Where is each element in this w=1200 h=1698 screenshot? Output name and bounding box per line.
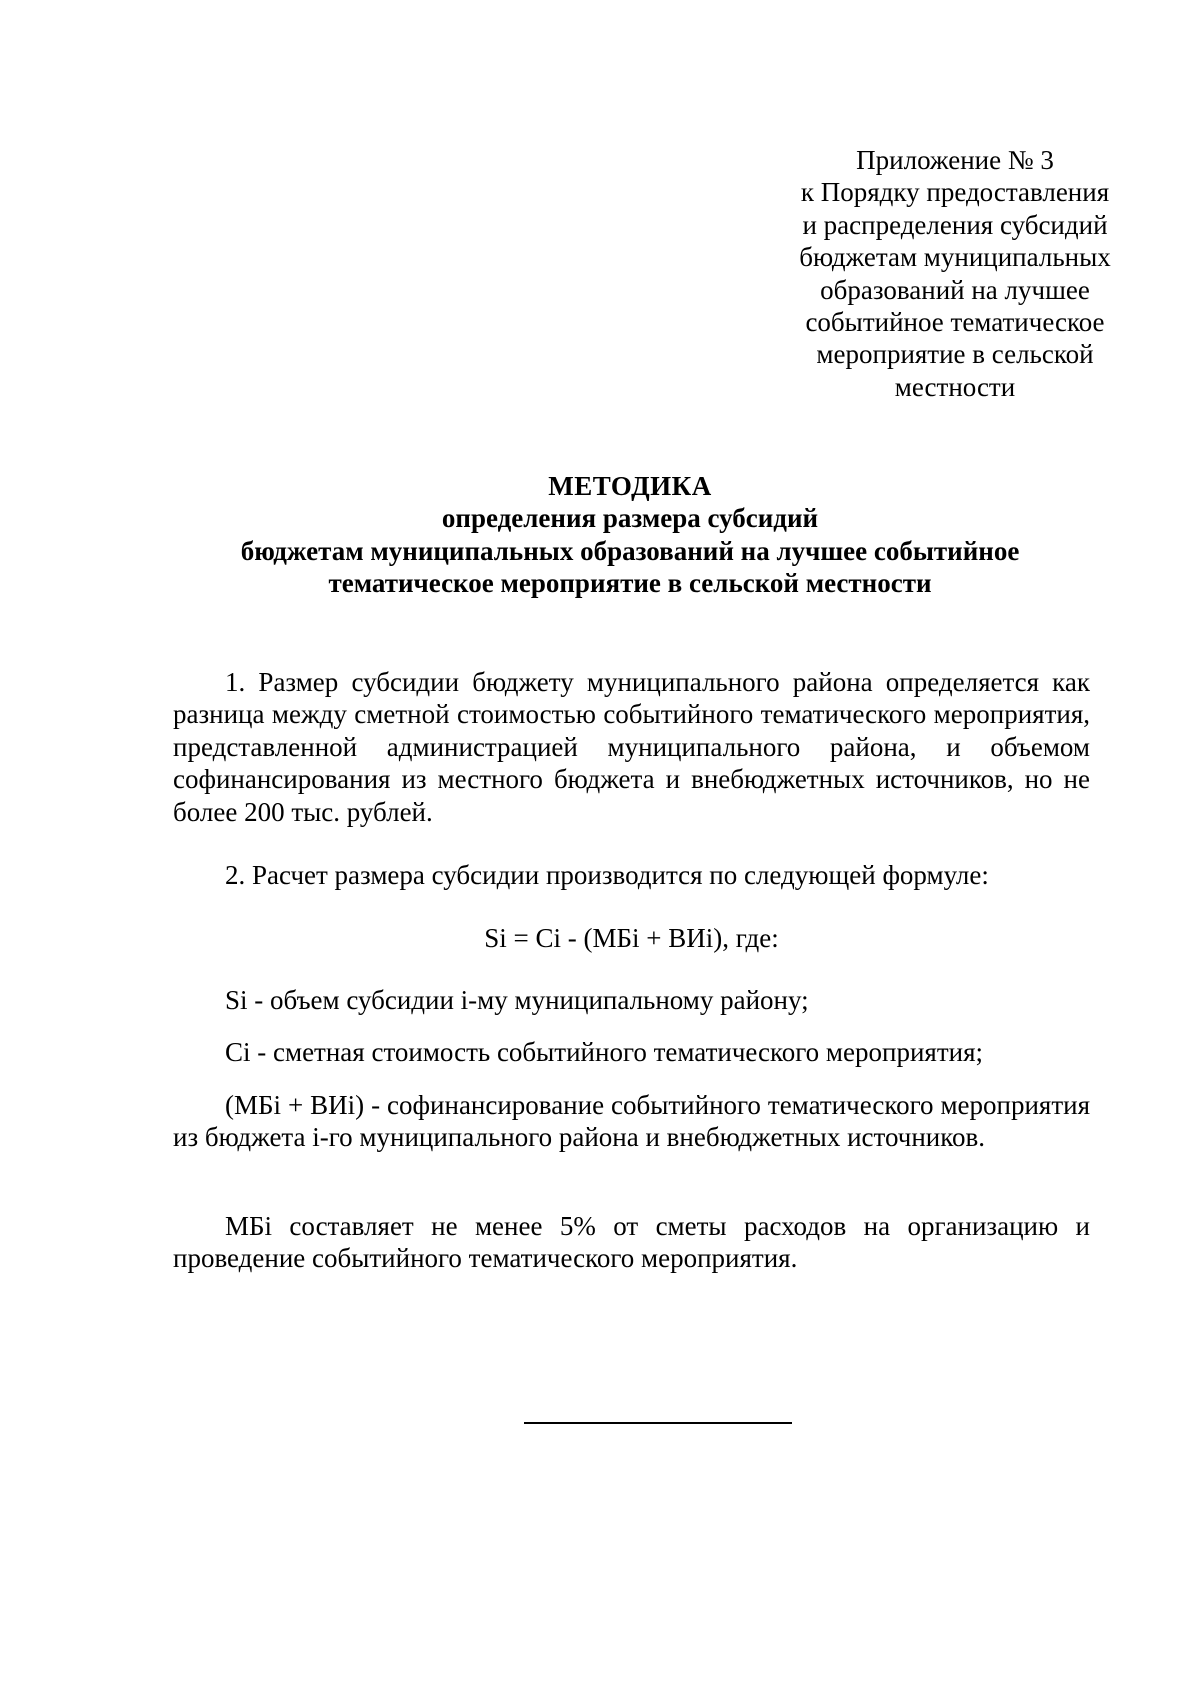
formula: Si = Ci - (МБi + ВИi), где: (484, 923, 779, 953)
document-title (160, 470, 1100, 599)
definition-si: Si - объем субсидии i-му муниципальному району; (225, 985, 809, 1015)
appendix-line: событийное тематическое (805, 307, 1105, 338)
appendix-line: местности (894, 371, 1016, 402)
appendix-line: бюджетам муниципальных (799, 242, 1111, 273)
closing-divider (524, 1422, 792, 1424)
appendix-line: и распределения субсидий (802, 209, 1108, 240)
title-line: бюджетам муниципальных образований на лучшее событийное (240, 535, 1020, 566)
title-line: определения размера субсидий (441, 503, 819, 534)
appendix-line: к Порядку предоставления (800, 177, 1110, 208)
appendix-line: Приложение № 3 (856, 145, 1054, 175)
definition-ci: Ci - сметная стоимость событийного тематического мероприятия; (225, 1037, 983, 1067)
paragraph-1: 1. Размер субсидии бюджету муниципального района определяется как разница между сметной стоимостью событийного тематического мероприятия, представленной администрацией муниципального района, и объемом софинансирования из местного бюджета и внебюджетных источников, но не более 200 тыс. рублей. (173, 667, 1090, 827)
appendix-header (770, 144, 1140, 403)
appendix-line: образований на лучшее (820, 274, 1090, 305)
definition-cofinancing: (МБi + ВИi) - софинансирование событийного тематического мероприятия из бюджета i-го муниципального района и внебюджетных источников. (173, 1090, 1090, 1153)
title-line: тематическое мероприятие в сельской местности (328, 567, 932, 598)
paragraph-2: 2. Расчет размера субсидии производится по следующей формуле: (225, 860, 989, 890)
title-main: МЕТОДИКА (548, 471, 712, 501)
appendix-line: мероприятие в сельской (816, 339, 1094, 370)
paragraph-mb: МБi составляет не менее 5% от сметы расходов на организацию и проведение событийного тематического мероприятия. (173, 1211, 1090, 1274)
